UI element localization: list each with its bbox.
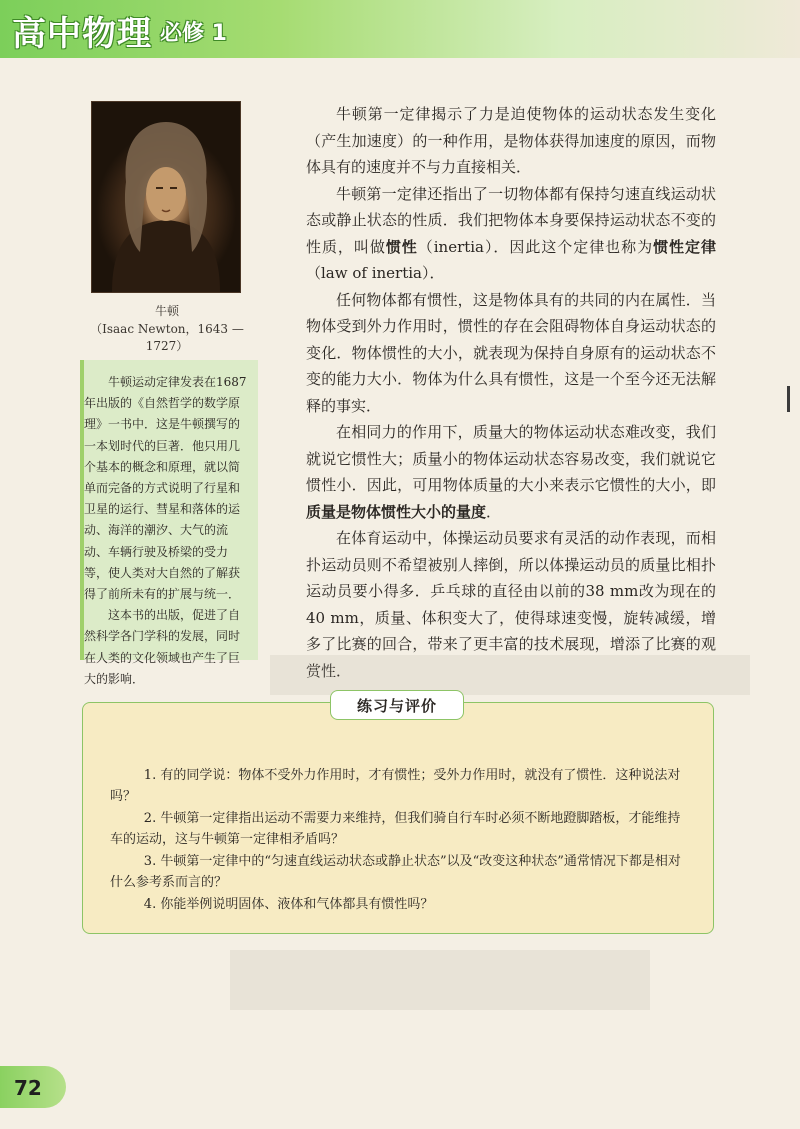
text-span: （law of inertia）．	[306, 264, 445, 282]
paragraph-2	[306, 181, 716, 287]
paragraph-1: 牛顿第一定律揭示了力是迫使物体的运动状态发生变化（产生加速度）的一种作用，是物体获得加速度的原因，而物体具有的速度并不与力直接相关．	[306, 105, 716, 176]
exercise-item: 3. 牛顿第一定律中的“匀速直线运动状态或静止状态”以及“改变这种状态”通常情况下都是相对什么参考系而言的？	[110, 854, 681, 890]
text-span: 在相同力的作用下，质量大的物体运动状态难改变，我们就说它惯性大；质量小的物体运动状态容易改变，我们就说它惯性小．因此，可用物体质量的大小来表示它惯性的大小，即	[306, 423, 716, 494]
sidebar-paragraph: 牛顿运动定律发表在1687年出版的《自然哲学的数学原理》一书中．这是牛顿撰写的一本划时代的巨著．他只用几个基本的概念和原理，就以简单而完备的方式说明了行星和卫星的运行、彗星和落体的运动、海洋的潮汐、大气的流动、车辆行驶及桥梁的受力等，使人类对大自然的了解获得了前所未有的扩展与统一．	[84, 375, 247, 602]
bleed-through	[270, 655, 750, 695]
sidebar-note	[84, 372, 250, 690]
sidebar-paragraph: 这本书的出版，促进了自然科学各门学科的发展，同时在人类的文化领域也产生了巨大的影响．	[84, 608, 241, 686]
bleed-through	[230, 950, 650, 1010]
exercise-item: 1. 有的同学说：物体不受外力作用时，才有惯性；受外力作用时，就没有了惯性．这种说法对吗？	[110, 768, 681, 804]
edge-mark	[787, 386, 790, 412]
text-span: 牛顿第一定律还指出了一切物体都有保持匀速直线运动状态或静止状态的性质．我们把物体本身要保持运动状态不变的性质，叫做	[306, 184, 716, 256]
exercise-title: 练习与评价	[356, 697, 437, 715]
exercise-item: 2. 牛顿第一定律指出运动不需要力来维持，但我们骑自行车时必须不断地蹬脚踏板，才能维持车的运动，这与牛顿第一定律相矛盾吗？	[110, 811, 681, 847]
term-inertia: 惯性	[385, 237, 418, 256]
key-statement: 质量是物体惯性大小的量度	[306, 502, 487, 521]
book-title: 高中物理	[12, 14, 152, 54]
page-number: 72	[14, 1076, 42, 1100]
main-text	[306, 101, 716, 684]
figure-caption-detail: （Isaac Newton，1643 — 1727）	[90, 322, 244, 353]
paragraph-3: 任何物体都有惯性，这是物体具有的共同的内在属性．当物体受到外力作用时，惯性的存在会阻碍物体自身运动状态的变化．物体惯性的大小，就表现为保持自身原有的运动状态不变的能力大小．物体为什么具有惯性，这是一个至今还无法解释的事实．	[306, 290, 716, 415]
term-law-of-inertia: 惯性定律	[653, 237, 716, 256]
paragraph-5: 在体育运动中，体操运动员要求有灵活的动作表现，而相扑运动员则不希望被别人摔倒，所以体操运动员的质量比相扑运动员要小得多．乒乓球的直径由以前的38 mm改为现在的40 mm，质量、体积变大了，使得球速变慢，旋转减缓，增多了比赛的回合，带来了更丰富的技术展现，增添了比赛的观赏性．	[306, 529, 716, 680]
text-span: ．	[486, 502, 502, 521]
newton-portrait	[92, 102, 240, 292]
text-span: （inertia）．因此这个定律也称为	[417, 237, 654, 256]
book-volume: 必修 1	[160, 21, 227, 46]
figure-caption-name: 牛顿	[154, 304, 179, 318]
exercise-header	[330, 690, 464, 720]
exercise-list	[110, 765, 690, 916]
exercise-item: 4. 你能举例说明固体、液体和气体都具有惯性吗？	[143, 897, 434, 912]
paragraph-4	[306, 419, 716, 525]
